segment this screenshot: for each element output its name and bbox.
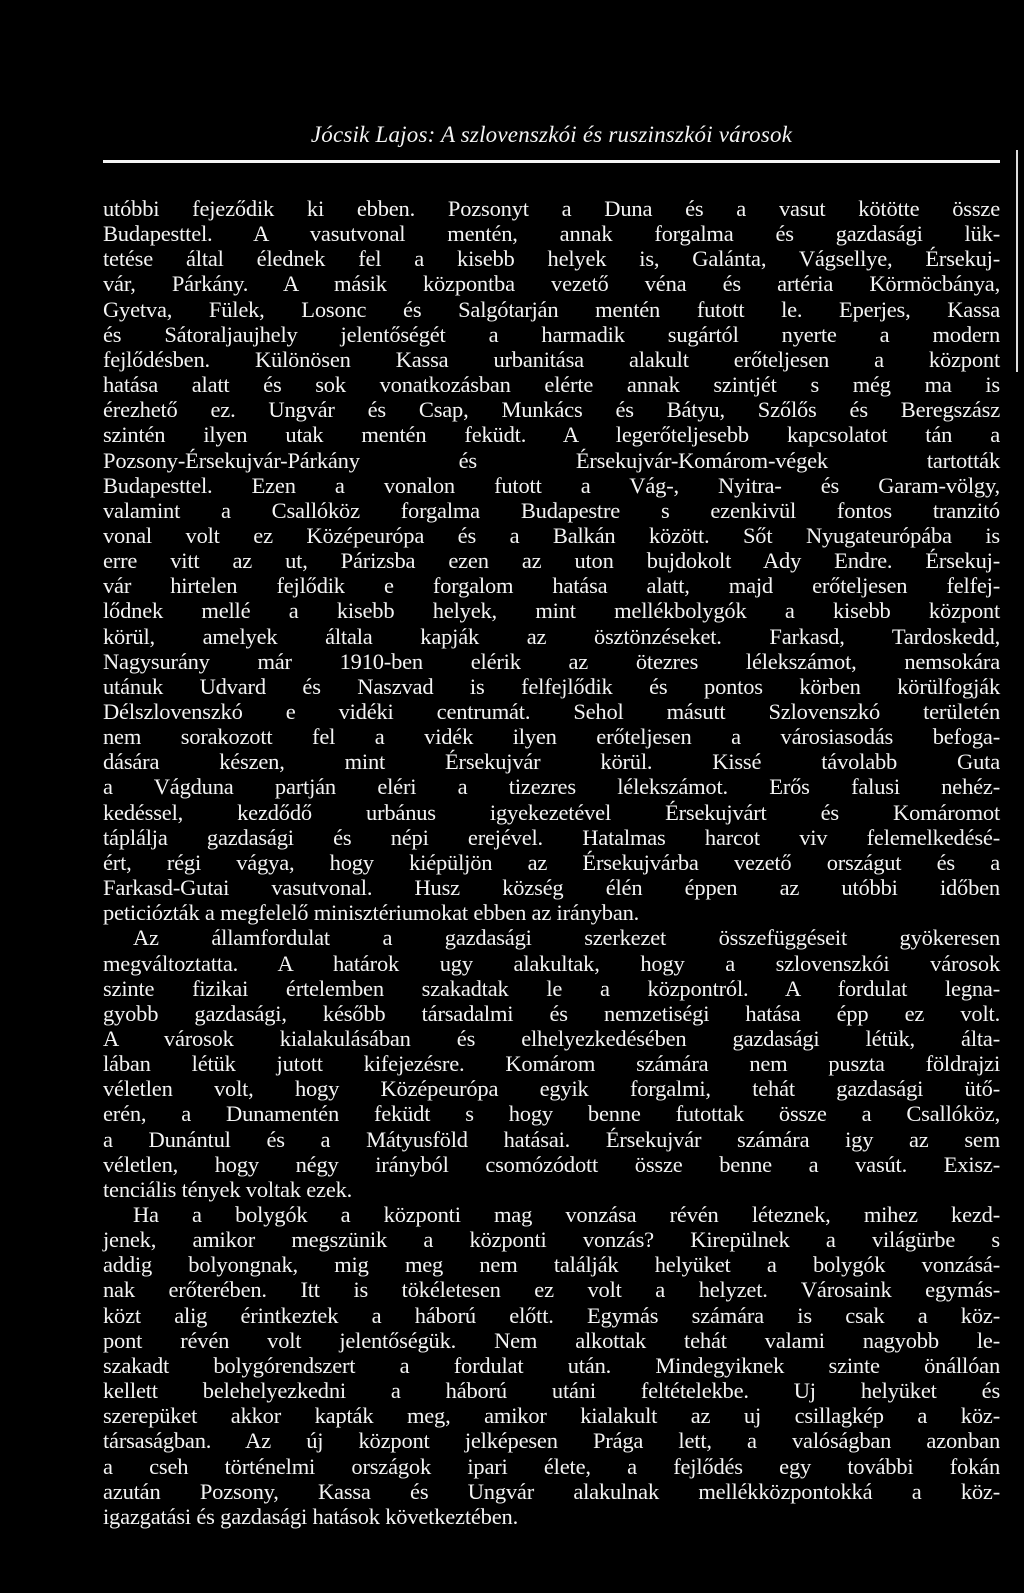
text-line: addig bolyongnak, mig meg nem találják helyüket a bolygók vonzásá- — [103, 1252, 1000, 1278]
text-line: ért, régi vágya, hogy kiépüljön az Érsekujvárba vezető országut és a — [103, 849, 1000, 875]
text-line: Pozsony-Érsekujvár-Párkány és Érsekujvár-Komárom-végek tartották — [103, 447, 1000, 473]
text-line: érezhető ez. Ungvár és Csap, Munkács és Bátyu, Szőlős és Beregszász — [103, 397, 1000, 423]
text-line: megváltoztatta. A határok ugy alakultak, hogy a szlovenszkói városok — [103, 950, 1000, 976]
text-line: Budapesttel. A vasutvonal mentén, annak forgalma és gazdasági lük- — [103, 221, 1000, 247]
running-header: Jócsik Lajos: A szlovenszkói és ruszinszkói városok — [310, 122, 793, 147]
text-line: a Dunántul és a Mátyusföld hatásai. Érsekujvár számára igy az sem — [103, 1126, 1000, 1152]
text-line: erre vitt az ut, Párizsba ezen az uton bujdokolt Ady Endre. Érsekuj- — [103, 548, 1000, 574]
text-line: Farkasd-Gutai vasutvonal. Husz község élén éppen az utóbbi időben — [103, 875, 1000, 901]
text-line: a Vágduna partján eléri a tizezres lélekszámot. Erős falusi nehéz- — [103, 774, 1000, 800]
text-line: vár hirtelen fejlődik e forgalom hatása alatt, majd erőteljesen felfej- — [103, 573, 1000, 599]
text-line: tetése által élednek fel a kisebb helyek is, Galánta, Vágsellye, Érsekuj- — [103, 246, 1000, 272]
scan-edge-mark — [1016, 150, 1018, 372]
text-line: jenek, amikor megszünik a központi vonzás? Kirepülnek a világürbe s — [103, 1227, 1000, 1253]
text-line: Budapesttel. Ezen a vonalon futott a Vág-, Nyitra- és Garam-völgy, — [103, 472, 1000, 498]
text-line: lában létük jutott kifejezésre. Komárom számára nem puszta földrajzi — [103, 1051, 1000, 1077]
text-line: körül, amelyek általa kapják az ösztönzéseket. Farkasd, Tardoskedd, — [103, 623, 1000, 649]
text-line: dására készen, mint Érsekujvár körül. Kissé távolabb Guta — [103, 749, 1000, 775]
text-line: véletlen volt, hogy Középeurópa egyik forgalmi, tehát gazdasági ütő- — [103, 1076, 1000, 1102]
text-line: utóbbi fejeződik ki ebben. Pozsonyt a Duna és a vasut kötötte össze — [103, 196, 1000, 221]
text-line: véletlen, hogy négy irányból csomózódott össze benne a vasút. Exisz- — [103, 1151, 1000, 1177]
text-line: szerepüket akkor kapták meg, amikor kialakult az uj csillagkép a köz- — [103, 1403, 1000, 1429]
text-line: nem sorakozott fel a vidék ilyen erőteljesen a városiasodás befoga- — [103, 724, 1000, 750]
text-line: vonal volt ez Középeurópa és a Balkán között. Sőt Nyugateurópába is — [103, 522, 1000, 548]
text-line: Nagysurány már 1910-ben elérik az ötezres lélekszámot, nemsokára — [103, 648, 1000, 674]
text-line: erén, a Dunamentén feküdt s hogy benne futottak össze a Csallóköz, — [103, 1101, 1000, 1127]
text-line: peticiózták a megfelelő minisztériumokat ebben az irányban. — [103, 900, 640, 926]
text-line: kellett belehelyezkedni a háború utáni feltételekbe. Uj helyüket és — [103, 1378, 1000, 1404]
text-line: Délszlovenszkó e vidéki centrumát. Sehol másutt Szlovenszkó területén — [103, 699, 1000, 724]
text-line: közt alig érintkeztek a háború előtt. Egymás számára is csak a köz- — [103, 1302, 1000, 1328]
text-line: a cseh történelmi országok ipari élete, a fejlődés egy további fokán — [103, 1453, 1000, 1479]
text-line: Gyetva, Fülek, Losonc és Salgótarján mentén futott le. Eperjes, Kassa — [103, 296, 1000, 322]
text-line: igazgatási és gazdasági hatások következtében. — [103, 1503, 518, 1529]
text-line: azután Pozsony, Kassa és Ungvár alakulnak mellékközpontokká a köz- — [103, 1478, 1000, 1504]
text-line: valamint a Csallóköz forgalma Budapestre s ezenkivül fontos tranzitó — [103, 497, 1000, 523]
text-line: kedéssel, kezdődő urbánus igyekezetével Érsekujvárt és Komáromot — [103, 799, 1000, 825]
text-line: szakadt bolygórendszert a fordulat után. Mindegyiknek szinte önállóan — [103, 1352, 1000, 1378]
text-line: A városok kialakulásában és elhelyezkedésében gazdasági létük, álta- — [103, 1025, 1000, 1051]
text-line: pont révén volt jelentőségük. Nem alkottak tehát valami nagyobb le- — [103, 1327, 1000, 1353]
text-line: szinte fizikai értelemben szakadtak le a központról. A fordulat legna- — [103, 975, 1000, 1001]
text-line: tenciális tények voltak ezek. — [103, 1176, 353, 1202]
text-line: nak erőterében. Itt is tökéletesen ez volt a helyzet. Városaink egymás- — [103, 1277, 1000, 1303]
text-line: szintén ilyen utak mentén feküdt. A legerőteljesebb kapcsolatot tán a — [103, 422, 1000, 448]
text-line: Ha a bolygók a központi mag vonzása révén léteznek, mihez kezd- — [133, 1202, 1000, 1227]
text-line: gyobb gazdasági, később társadalmi és nemzetiségi hatása épp ez volt. — [103, 1000, 1000, 1026]
text-line: hatása alatt és sok vonatkozásban elérte annak szintjét s még ma is — [103, 372, 1000, 398]
text-line: társaságban. Az új központ jelképesen Prága lett, a valóságban azonban — [103, 1428, 1000, 1454]
text-line: fejlődésben. Különösen Kassa urbanitása alakult erőteljesen a központ — [103, 346, 1000, 372]
text-line: lődnek mellé a kisebb helyek, mint mellékbolygók a kisebb központ — [103, 598, 1000, 624]
text-line: vár, Párkány. A másik központba vezető véna és artéria Körmöcbánya, — [103, 271, 1000, 297]
text-line: táplálja gazdasági és népi erejével. Hatalmas harcot viv felemelkedésé- — [103, 824, 1000, 850]
text-line: Az államfordulat a gazdasági szerkezet összefüggéseit gyökeresen — [133, 925, 1000, 951]
header-rule — [103, 160, 1000, 163]
text-line: és Sátoraljaujhely jelentőségét a harmadik sugártól nyerte a modern — [103, 321, 1000, 347]
text-line: utánuk Udvard és Naszvad is felfejlődik és pontos körben körülfogják — [103, 673, 1000, 699]
